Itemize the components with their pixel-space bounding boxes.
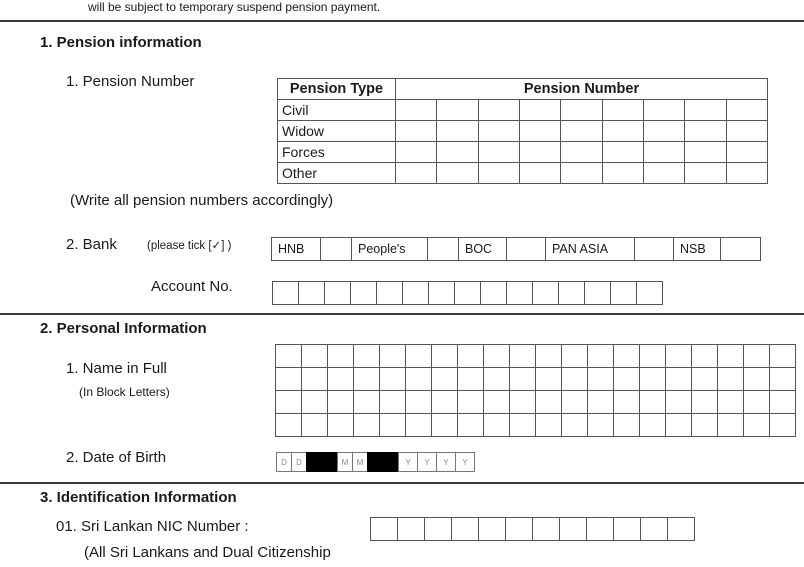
digit-cell[interactable] xyxy=(519,100,560,121)
digit-cell[interactable] xyxy=(643,100,684,121)
digit-cell[interactable] xyxy=(396,121,437,142)
account-digit-box[interactable] xyxy=(506,281,533,305)
name-letter-box[interactable] xyxy=(353,413,380,437)
name-letter-box[interactable] xyxy=(665,390,692,414)
nic-label: 01. Sri Lankan NIC Number : xyxy=(56,518,249,535)
name-label: 1. Name in Full xyxy=(66,360,167,377)
digit-cell[interactable] xyxy=(685,163,726,184)
bank-peoples-tickbox[interactable] xyxy=(427,237,459,261)
account-label: Account No. xyxy=(151,278,233,295)
divider-2 xyxy=(0,482,804,484)
name-letter-box[interactable] xyxy=(301,390,328,414)
digit-cell[interactable] xyxy=(478,121,519,142)
name-letter-box[interactable] xyxy=(561,413,588,437)
name-letter-box[interactable] xyxy=(275,344,302,368)
name-letter-box[interactable] xyxy=(743,413,770,437)
nic-digit-box[interactable] xyxy=(667,517,695,541)
name-letter-box[interactable] xyxy=(561,344,588,368)
name-letter-box[interactable] xyxy=(379,367,406,391)
digit-cell[interactable] xyxy=(437,121,478,142)
digit-cell[interactable] xyxy=(396,163,437,184)
name-letter-box[interactable] xyxy=(691,367,718,391)
name-letter-box[interactable] xyxy=(275,367,302,391)
digit-cell[interactable] xyxy=(685,100,726,121)
nic-hint: (All Sri Lankans and Dual Citizenship xyxy=(84,544,331,561)
account-digit-box[interactable] xyxy=(454,281,481,305)
section-1-title: 1. Pension information xyxy=(40,34,202,51)
name-letter-box[interactable] xyxy=(665,367,692,391)
account-digit-box[interactable] xyxy=(584,281,611,305)
name-letter-box[interactable] xyxy=(275,413,302,437)
name-letter-box[interactable] xyxy=(431,344,458,368)
dob-separator xyxy=(306,452,338,472)
name-letter-box[interactable] xyxy=(405,344,432,368)
dob-year-3[interactable]: Y xyxy=(436,452,456,472)
account-digit-box[interactable] xyxy=(376,281,403,305)
name-letter-box[interactable] xyxy=(691,390,718,414)
bank-nsb-tickbox[interactable] xyxy=(720,237,761,261)
digit-cell[interactable] xyxy=(602,163,643,184)
name-letter-box[interactable] xyxy=(665,344,692,368)
name-letter-box[interactable] xyxy=(743,390,770,414)
digit-cell[interactable] xyxy=(726,163,768,184)
name-letter-box[interactable] xyxy=(327,413,354,437)
name-letter-box[interactable] xyxy=(717,367,744,391)
digit-cell[interactable] xyxy=(726,121,768,142)
name-letter-box[interactable] xyxy=(379,413,406,437)
name-letter-box[interactable] xyxy=(509,413,536,437)
name-letter-box[interactable] xyxy=(561,390,588,414)
name-letter-box[interactable] xyxy=(405,390,432,414)
pension-type-other: Other xyxy=(278,163,396,184)
digit-cell[interactable] xyxy=(561,142,602,163)
bank-peoples-label: People's xyxy=(351,237,428,261)
nic-digit-box[interactable] xyxy=(397,517,425,541)
section-2-title: 2. Personal Information xyxy=(40,320,207,337)
account-digit-box[interactable] xyxy=(402,281,429,305)
name-letter-box[interactable] xyxy=(769,413,796,437)
digit-cell[interactable] xyxy=(685,142,726,163)
digit-cell[interactable] xyxy=(437,163,478,184)
bank-nsb-label: NSB xyxy=(673,237,721,261)
bank-panasia-tickbox[interactable] xyxy=(634,237,674,261)
nic-digit-box[interactable] xyxy=(451,517,479,541)
account-number-boxes[interactable] xyxy=(272,281,663,305)
name-letter-box[interactable] xyxy=(535,390,562,414)
name-letter-box[interactable] xyxy=(483,367,510,391)
name-letter-box[interactable] xyxy=(769,390,796,414)
digit-cell[interactable] xyxy=(519,163,560,184)
name-letter-box[interactable] xyxy=(431,390,458,414)
account-digit-box[interactable] xyxy=(532,281,559,305)
name-grid-row xyxy=(275,344,796,368)
name-letter-box[interactable] xyxy=(639,367,666,391)
bank-boc-tickbox[interactable] xyxy=(506,237,546,261)
divider-1 xyxy=(0,313,804,315)
digit-cell[interactable] xyxy=(561,163,602,184)
digit-cell[interactable] xyxy=(561,121,602,142)
name-letter-box[interactable] xyxy=(483,413,510,437)
name-letter-box[interactable] xyxy=(587,390,614,414)
pension-type-header: Pension Type xyxy=(278,79,396,100)
dob-day-2[interactable]: D xyxy=(291,452,307,472)
name-letter-box[interactable] xyxy=(535,367,562,391)
nic-digit-box[interactable] xyxy=(424,517,452,541)
dob-year-4[interactable]: Y xyxy=(455,452,475,472)
account-digit-box[interactable] xyxy=(636,281,663,305)
nic-digit-box[interactable] xyxy=(559,517,587,541)
name-letter-box[interactable] xyxy=(327,390,354,414)
name-letter-box[interactable] xyxy=(613,344,640,368)
bank-hint: (please tick [✓] ) xyxy=(147,240,232,252)
name-letter-box[interactable] xyxy=(327,344,354,368)
digit-cell[interactable] xyxy=(437,142,478,163)
name-letter-box[interactable] xyxy=(613,390,640,414)
name-letter-box[interactable] xyxy=(457,390,484,414)
dob-day-1[interactable]: D xyxy=(276,452,292,472)
name-grid-row xyxy=(275,390,796,414)
dob-month-1[interactable]: M xyxy=(337,452,353,472)
name-grid-row xyxy=(275,367,796,391)
bank-options xyxy=(272,237,761,261)
digit-cell[interactable] xyxy=(561,100,602,121)
name-letter-box[interactable] xyxy=(353,367,380,391)
name-letter-box[interactable] xyxy=(717,390,744,414)
digit-cell[interactable] xyxy=(437,100,478,121)
name-letter-box[interactable] xyxy=(665,413,692,437)
name-letter-box[interactable] xyxy=(535,344,562,368)
pension-table xyxy=(277,78,768,184)
account-digit-box[interactable] xyxy=(350,281,377,305)
divider-top xyxy=(0,20,804,22)
pension-type-forces: Forces xyxy=(278,142,396,163)
name-letter-box[interactable] xyxy=(379,390,406,414)
pension-row-other xyxy=(278,163,768,184)
nic-digit-box[interactable] xyxy=(532,517,560,541)
name-letter-box[interactable] xyxy=(717,413,744,437)
bank-panasia-label: PAN ASIA xyxy=(545,237,635,261)
digit-cell[interactable] xyxy=(643,142,684,163)
name-letter-box[interactable] xyxy=(717,344,744,368)
name-letter-box[interactable] xyxy=(457,344,484,368)
digit-cell[interactable] xyxy=(478,100,519,121)
name-hint: (In Block Letters) xyxy=(79,385,170,399)
nic-digit-box[interactable] xyxy=(505,517,533,541)
name-letter-box[interactable] xyxy=(431,413,458,437)
name-letter-box[interactable] xyxy=(405,367,432,391)
digit-cell[interactable] xyxy=(602,121,643,142)
name-letter-box[interactable] xyxy=(379,344,406,368)
dob-label: 2. Date of Birth xyxy=(66,449,167,466)
digit-cell[interactable] xyxy=(685,121,726,142)
bank-hnb-tickbox[interactable] xyxy=(320,237,352,261)
pension-number-header: Pension Number xyxy=(396,79,768,100)
account-digit-box[interactable] xyxy=(298,281,325,305)
digit-cell[interactable] xyxy=(643,121,684,142)
pension-number-label: 1. Pension Number xyxy=(66,73,195,90)
dob-year-2[interactable]: Y xyxy=(417,452,437,472)
notice-text: will be subject to temporary suspend pension payment. xyxy=(88,0,381,14)
name-letter-box[interactable] xyxy=(613,413,640,437)
name-letter-box[interactable] xyxy=(587,413,614,437)
name-letter-box[interactable] xyxy=(535,413,562,437)
pension-type-civil: Civil xyxy=(278,100,396,121)
dob-boxes[interactable] xyxy=(277,452,475,472)
name-letter-box[interactable] xyxy=(743,344,770,368)
pension-row-civil xyxy=(278,100,768,121)
nic-digit-box[interactable] xyxy=(613,517,641,541)
name-letter-box[interactable] xyxy=(353,390,380,414)
name-grid-row xyxy=(275,413,796,437)
pension-type-widow: Widow xyxy=(278,121,396,142)
pension-row-forces xyxy=(278,142,768,163)
name-letter-box[interactable] xyxy=(509,344,536,368)
digit-cell[interactable] xyxy=(602,100,643,121)
name-letter-box[interactable] xyxy=(327,367,354,391)
name-letter-box[interactable] xyxy=(743,367,770,391)
name-letter-box[interactable] xyxy=(509,390,536,414)
digit-cell[interactable] xyxy=(519,121,560,142)
digit-cell[interactable] xyxy=(726,100,768,121)
digit-cell[interactable] xyxy=(396,142,437,163)
section-3-title: 3. Identification Information xyxy=(40,489,237,506)
digit-cell[interactable] xyxy=(478,163,519,184)
name-letter-box[interactable] xyxy=(587,344,614,368)
nic-digit-box[interactable] xyxy=(640,517,668,541)
nic-digit-box[interactable] xyxy=(370,517,398,541)
name-letter-box[interactable] xyxy=(301,413,328,437)
name-letter-box[interactable] xyxy=(483,344,510,368)
name-letter-box[interactable] xyxy=(639,344,666,368)
name-letter-box[interactable] xyxy=(587,367,614,391)
name-letter-box[interactable] xyxy=(275,390,302,414)
name-letter-box[interactable] xyxy=(639,413,666,437)
name-letter-box[interactable] xyxy=(613,367,640,391)
account-digit-box[interactable] xyxy=(272,281,299,305)
pension-note: (Write all pension numbers accordingly) xyxy=(70,192,334,209)
name-letter-box[interactable] xyxy=(561,367,588,391)
name-letter-box[interactable] xyxy=(457,367,484,391)
name-letter-box[interactable] xyxy=(691,344,718,368)
bank-boc-label: BOC xyxy=(458,237,507,261)
digit-cell[interactable] xyxy=(726,142,768,163)
name-letter-box[interactable] xyxy=(457,413,484,437)
digit-cell[interactable] xyxy=(643,163,684,184)
dob-separator xyxy=(367,452,399,472)
account-digit-box[interactable] xyxy=(558,281,585,305)
dob-year-1[interactable]: Y xyxy=(398,452,418,472)
digit-cell[interactable] xyxy=(396,100,437,121)
account-digit-box[interactable] xyxy=(428,281,455,305)
name-letter-box[interactable] xyxy=(301,367,328,391)
account-digit-box[interactable] xyxy=(610,281,637,305)
name-letter-box[interactable] xyxy=(639,390,666,414)
nic-digit-box[interactable] xyxy=(586,517,614,541)
name-letter-box[interactable] xyxy=(691,413,718,437)
name-letter-box[interactable] xyxy=(769,367,796,391)
digit-cell[interactable] xyxy=(478,142,519,163)
digit-cell[interactable] xyxy=(602,142,643,163)
bank-label: 2. Bank xyxy=(66,236,117,253)
account-digit-box[interactable] xyxy=(480,281,507,305)
pension-row-widow xyxy=(278,121,768,142)
nic-number-boxes[interactable] xyxy=(370,517,695,541)
name-letter-box[interactable] xyxy=(301,344,328,368)
nic-digit-box[interactable] xyxy=(478,517,506,541)
name-letter-box[interactable] xyxy=(509,367,536,391)
name-letter-box[interactable] xyxy=(431,367,458,391)
bank-hnb-label: HNB xyxy=(271,237,321,261)
name-letter-box[interactable] xyxy=(483,390,510,414)
name-letter-box[interactable] xyxy=(405,413,432,437)
name-grid[interactable] xyxy=(275,344,796,437)
account-digit-box[interactable] xyxy=(324,281,351,305)
name-letter-box[interactable] xyxy=(769,344,796,368)
name-letter-box[interactable] xyxy=(353,344,380,368)
digit-cell[interactable] xyxy=(519,142,560,163)
dob-month-2[interactable]: M xyxy=(352,452,368,472)
